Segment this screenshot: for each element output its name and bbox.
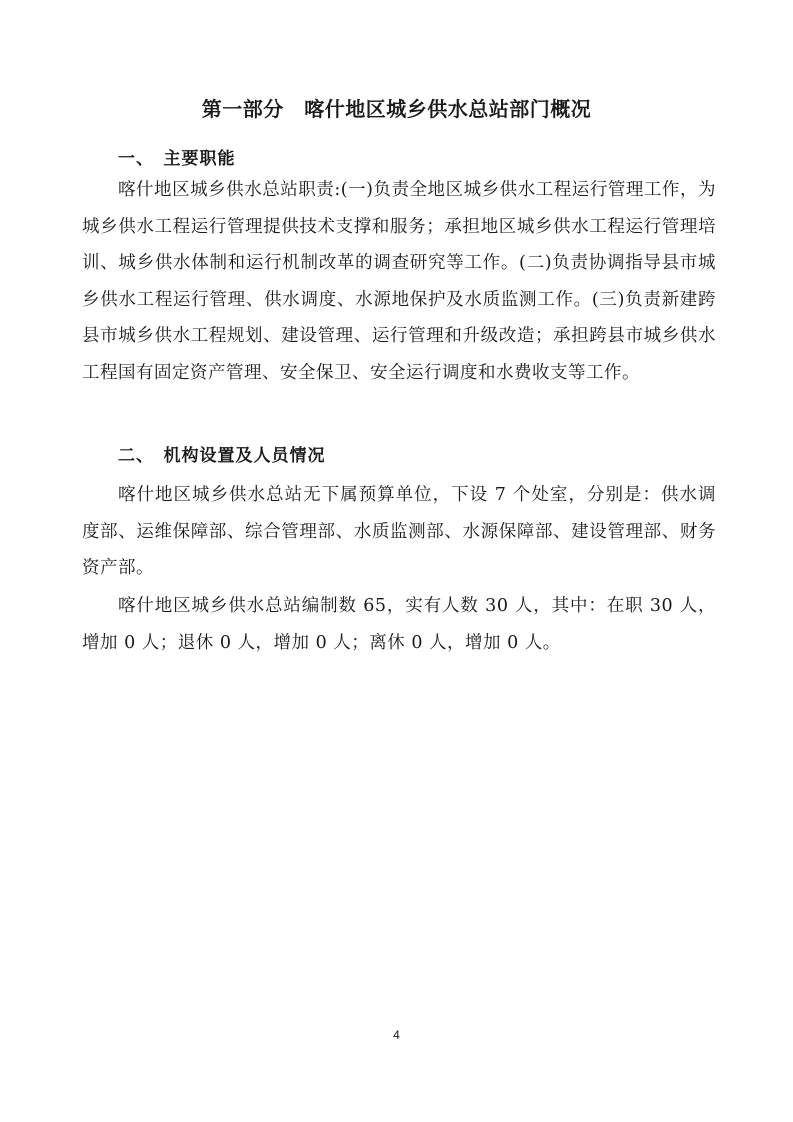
paragraph-staffing: 喀什地区城乡供水总站编制数 65，实有人数 30 人，其中：在职 30 人，增加 0 人；退休 0 人，增加 0 人；离休 0 人，增加 0 人。 — [82, 596, 716, 653]
paragraph-departments: 喀什地区城乡供水总站无下属预算单位，下设 7 个处室，分别是：供水调度部、运维保障部、综合管理部、水质监测部、水源保障部、建设管理部、财务资产部。 — [82, 485, 716, 578]
section-heading-main-functions: 一、 主要职能 — [118, 149, 236, 169]
paragraph-main-functions: 喀什地区城乡供水总站职责:(一)负责全地区城乡供水工程运行管理工作，为城乡供水工程运行管理提供技术支撑和服务；承担地区城乡供水工程运行管理培训、城乡供水体制和运行机制改革的调查研究等工作。(二)负责协调指导县市城乡供水工程运行管理、供水调度、水源地保护及水质监测工作。(三)负责新建跨县市城乡供水工程规划、建设管理、运行管理和升级改造；承担跨县市城乡供水工程国有固定资产管理、安全保卫、安全运行调度和水费收支等工作。 — [82, 180, 716, 383]
page-title: 第一部分 喀什地区城乡供水总站部门概况 — [201, 97, 592, 121]
page-number: 4 — [393, 1028, 400, 1042]
section-heading-organization: 二、 机构设置及人员情况 — [118, 446, 326, 466]
